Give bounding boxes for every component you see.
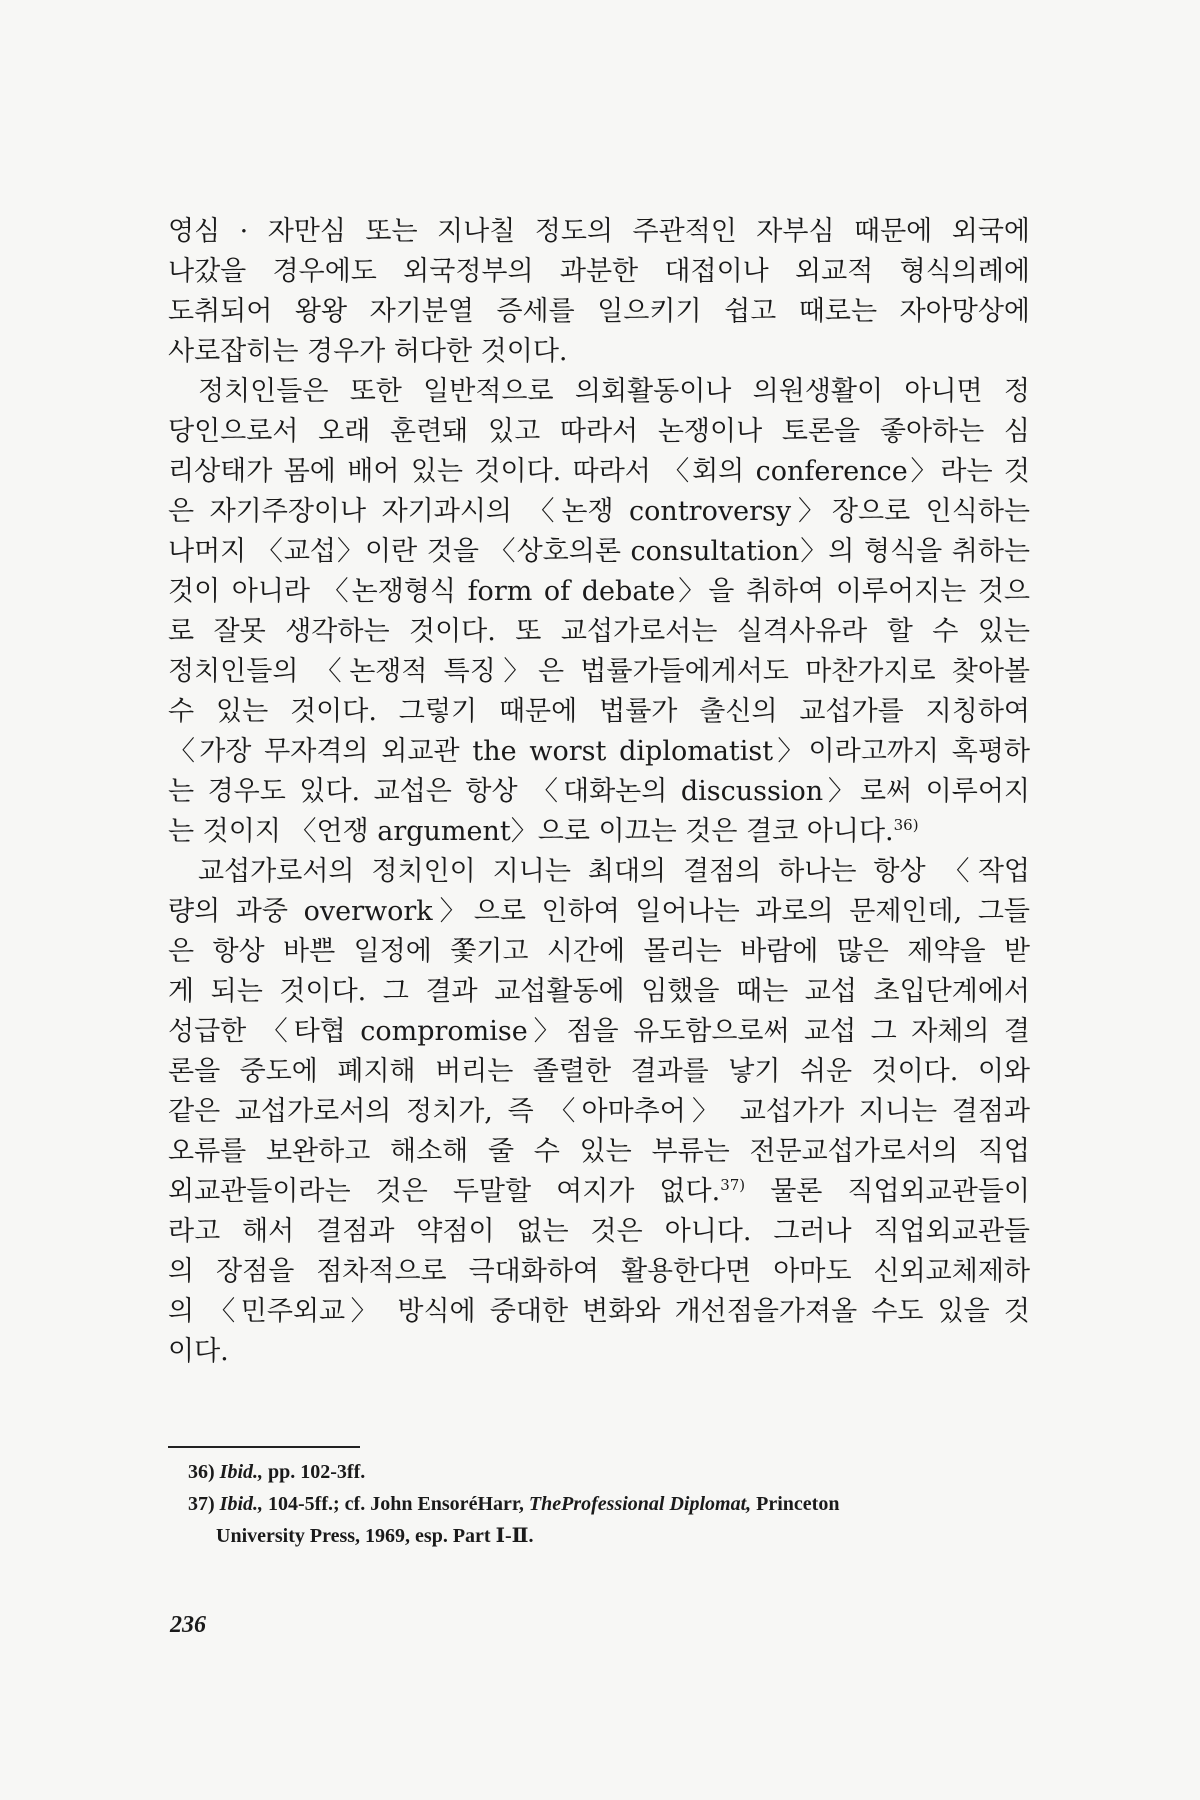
text-line: 론을 중도에 폐지해 버리는 졸렬한 결과를 낳기 쉬운 것이다. 이와: [168, 1056, 1030, 1087]
text-line: 정치인들은 또한 일반적으로 의회활동이나 의원생활이 아니면 정: [198, 376, 1030, 407]
text-line: 의 장점을 점차적으로 극대화하여 활용한다면 아마도 신외교체제하: [168, 1256, 1030, 1287]
text-line: 나머지 〈교섭〉이란 것을 〈상호의론 consultation〉의 형식을 취하는: [168, 536, 1030, 567]
text-line: 게 되는 것이다. 그 결과 교섭활동에 임했을 때는 교섭 초입단계에서: [168, 976, 1030, 1007]
text-line: 정치인들의 〈논쟁적 특징〉은 법률가들에게서도 마찬가지로 찾아볼: [168, 656, 1030, 687]
text-line-with-footnote: [168, 1172, 1030, 1212]
text-line-with-footnote: [168, 812, 1030, 852]
footnote-mark: 37): [188, 1493, 215, 1515]
text-line: 의 〈민주외교〉 방식에 중대한 변화와 개선점을가져올 수도 있을 것: [168, 1296, 1030, 1327]
footnote-ibid: Ibid.,: [219, 1493, 264, 1515]
text-line: 량의 과중 overwork〉으로 인하여 일어나는 과로의 문제인데, 그들: [168, 896, 1030, 927]
footnote-divider: [168, 1446, 360, 1448]
text-line: 수 있는 것이다. 그렇기 때문에 법률가 출신의 교섭가를 지칭하여: [168, 696, 1030, 727]
text-line: 성급한 〈타협 compromise〉점을 유도함으로써 교섭 그 자체의 결: [168, 1016, 1030, 1047]
text-line-content: 물론 직업외교관들이: [770, 1176, 1030, 1207]
footnote-mark: 36): [188, 1461, 215, 1483]
text-line: 당인으로서 오래 훈련돼 있고 따라서 논쟁이나 토론을 좋아하는 심: [168, 416, 1030, 447]
footnote-37: [188, 1488, 1038, 1520]
text-line: 로 잘못 생각하는 것이다. 또 교섭가로서는 실격사유라 할 수 있는: [168, 616, 1030, 647]
page-number: 236: [170, 1612, 206, 1638]
body-text: [168, 212, 1030, 1372]
text-line: 교섭가로서의 정치인이 지니는 최대의 결점의 하나는 항상 〈작업: [198, 856, 1030, 887]
text-line: 같은 교섭가로서의 정치가, 즉 〈아마추어〉 교섭가가 지니는 결점과: [168, 1096, 1030, 1127]
text-line-content: 는 것이지 〈언쟁 argument〉으로 이끄는 것은 결코 아니다.: [168, 816, 894, 847]
text-line: 는 경우도 있다. 교섭은 항상 〈대화논의 discussion〉로써 이루어지: [168, 776, 1030, 807]
text-line: 〈가장 무자격의 외교관 the worst diplomatist〉이라고까지 혹평하: [168, 736, 1030, 767]
text-line: 은 자기주장이나 자기과시의 〈논쟁 controversy〉장으로 인식하는: [168, 496, 1030, 527]
footnote-ref-36[interactable]: 36): [893, 816, 919, 834]
text-line: 리상태가 몸에 배어 있는 것이다. 따라서 〈회의 conference〉라는 것: [168, 456, 1030, 487]
text-line-content: 외교관들이라는 것은 두말할 여지가 없다.: [168, 1176, 721, 1207]
footnote-text: pp. 102-3ff.: [263, 1461, 366, 1483]
text-line: 은 항상 바쁜 일정에 쫓기고 시간에 몰리는 바람에 많은 제약을 받: [168, 936, 1030, 967]
footnote-ref-37[interactable]: 37): [720, 1176, 746, 1194]
text-line: 것이 아니라 〈논쟁형식 form of debate〉을 취하여 이루어지는 것으: [168, 576, 1030, 607]
text-line: 이다.: [168, 1336, 229, 1367]
footnote-book-title: TheProfessional Diplomat,: [528, 1493, 752, 1515]
footnote-text: Princeton: [751, 1493, 840, 1515]
text-line: 도취되어 왕왕 자기분열 증세를 일으키기 쉽고 때로는 자아망상에: [168, 296, 1030, 327]
footnote-36: [188, 1456, 1038, 1488]
text-line: 영심 · 자만심 또는 지나칠 정도의 주관적인 자부심 때문에 외국에: [168, 216, 1030, 247]
text-line: 라고 해서 결점과 약점이 없는 것은 아니다. 그러나 직업외교관들: [168, 1216, 1030, 1247]
text-line: 사로잡히는 경우가 허다한 것이다.: [168, 336, 568, 367]
text-line: 나갔을 경우에도 외국정부의 과분한 대접이나 외교적 형식의례에: [168, 256, 1030, 287]
footnote-37-continuation: University Press, 1969, esp. Part Ⅰ-Ⅱ.: [216, 1525, 534, 1547]
footnotes: [188, 1456, 1038, 1552]
footnote-text: 104-5ff.; cf. John EnsoréHarr,: [263, 1493, 529, 1515]
text-line: 오류를 보완하고 해소해 줄 수 있는 부류는 전문교섭가로서의 직업: [168, 1136, 1030, 1167]
footnote-ibid: Ibid.,: [219, 1461, 264, 1483]
